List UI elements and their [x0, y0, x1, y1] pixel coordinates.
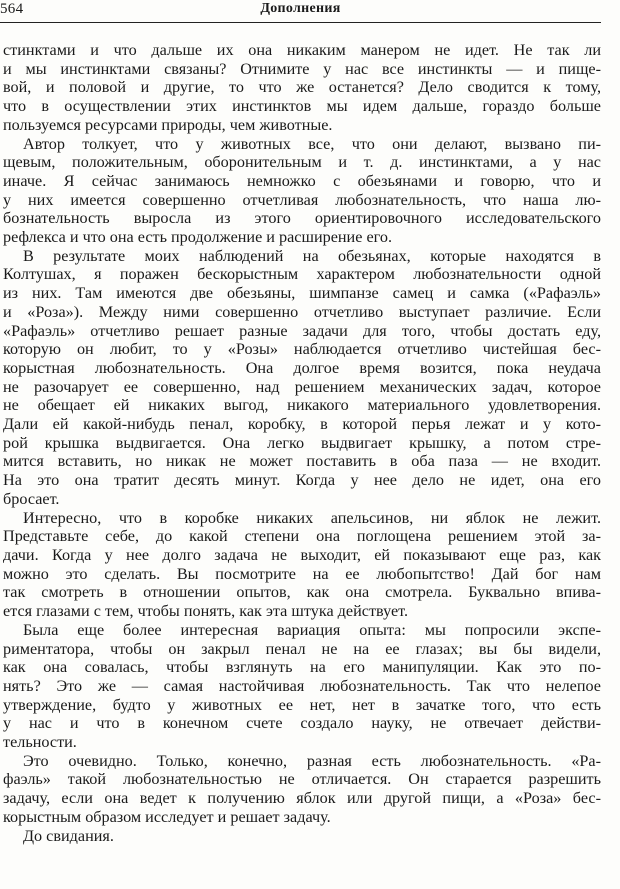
text-line: До свидания. [23, 826, 114, 845]
text-line: фаэль» такой любознательностью не отличается. Он старается разрешить [3, 770, 601, 789]
text-line: ется глазами с тем, чтобы понять, как эта штука действует. [3, 602, 409, 621]
text-line: утверждение, будто у животных ее нет, нет в зачатке того, что есть [3, 695, 601, 714]
text-line: нять? Это же — самая настойчивая любознательность. Так что нелепое [3, 676, 601, 695]
text-line: корыстным образом исследует и решает задачу. [3, 807, 331, 826]
text-line: бознательность выросла из этого ориентировочного исследовательского [3, 209, 601, 228]
page-number: 564 [0, 1, 24, 17]
text-line: и «Роза»). Между ними совершенно отчетливо выступает различие. Если [3, 302, 601, 321]
text-line: иначе. Я сейчас занимаюсь немножко с обезьянами и говорю, что и [3, 171, 601, 190]
text-line: бросает. [3, 489, 60, 508]
paragraph [3, 827, 601, 846]
paragraph [3, 621, 601, 752]
text-line: можно это сделать. Вы посмотрите на ее любопытство! Дай бог нам [3, 564, 601, 583]
paragraph [3, 509, 601, 621]
text-line: что в осуществлении этих инстинктов мы идем дальше, гораздо больше [3, 97, 601, 116]
text-line: В результате моих наблюдений на обезьянах, которые находятся в [23, 246, 601, 265]
paragraph [3, 41, 601, 135]
text-line: стинктами и что дальше их она никаким манером не идет. Не так ли [3, 41, 601, 59]
text-line: рой крышка выдвигается. Она легко выдвигает крышку, а потом стре- [3, 433, 601, 452]
text-line: рефлекса и что она есть продолжение и расширение его. [3, 228, 393, 247]
text-line: риментатора, чтобы он закрыл пенал не на ее глазах; вы бы видели, [3, 639, 601, 658]
body-text [3, 41, 601, 845]
paragraph [3, 752, 601, 827]
text-line: Была еще более интересная вариация опыта: мы попросили экспе- [23, 620, 601, 639]
text-line: так смотреть в отношении опытов, как она смотрела. Буквально впива- [3, 583, 601, 602]
text-line: пользуемся ресурсами природы, чем животные. [3, 115, 333, 134]
text-line: Колтушах, я поражен бескорыстным характером любознательности одной [3, 265, 601, 284]
text-line: На это она тратит десять минут. Когда у нее дело не идет, она его [3, 471, 601, 490]
paragraph [3, 247, 601, 509]
text-line: щевым, положительным, оборонительным и т. д. инстинктами, а у нас [3, 153, 601, 172]
text-line: тельности. [3, 733, 77, 752]
paragraph [3, 135, 601, 247]
text-line: у них имеется совершенно отчетливая любознательность, что наша лю- [3, 190, 601, 209]
text-line: задачу, если она ведет к получению яблок или другой пищи, а «Роза» бес- [3, 789, 601, 808]
text-line: Это очевидно. Только, конечно, разная есть любознательность. «Ра- [23, 751, 601, 770]
text-line: «Рафаэль» отчетливо решает разные задачи для того, чтобы достать еду, [3, 321, 601, 340]
text-line: не обещает ей никаких выгод, никакого материального удовлетворения. [3, 396, 601, 415]
text-line: вой, и половой и другие, то что же останется? Дело сводится к тому, [3, 78, 601, 97]
text-line: мится вставить, но никак не может поставить в оба паза — не входит. [3, 452, 601, 471]
text-line: Представьте себе, до какой степени она поглощена решением этой за- [3, 527, 601, 546]
running-header [0, 0, 601, 23]
text-line: у нас и что в конечном счете создало науку, не отвечает действи- [3, 714, 601, 733]
text-line: из них. Там имеются две обезьяны, шимпанзе самец и самка («Рафаэль» [3, 284, 601, 303]
text-line: дачи. Когда у нее долго задача не выходит, ей показывают еще раз, как [3, 545, 601, 564]
text-line: которую он любит, то у «Розы» наблюдается отчетливо чистейшая бес- [3, 340, 601, 359]
text-line: Интересно, что в коробке никаких апельсинов, ни яблок не лежит. [23, 508, 601, 527]
text-line: корыстная любознательность. Она долгое время возится, пока неудача [3, 358, 601, 377]
running-title: Дополнения [260, 1, 341, 16]
text-line: Автор толкует, что у животных все, что они делают, вызвано пи- [23, 134, 601, 153]
text-line: и мы инстинктами связаны? Отнимите у нас все инстинкты — и пище- [3, 59, 601, 78]
text-line: не разочарует ее совершенно, над решением механических задач, которое [3, 377, 601, 396]
text-line: Дали ей какой-нибудь пенал, коробку, в которой перья лежат и у кото- [3, 415, 601, 434]
text-line: как она совалась, чтобы взглянуть на его манипуляции. Как это по- [3, 658, 601, 677]
